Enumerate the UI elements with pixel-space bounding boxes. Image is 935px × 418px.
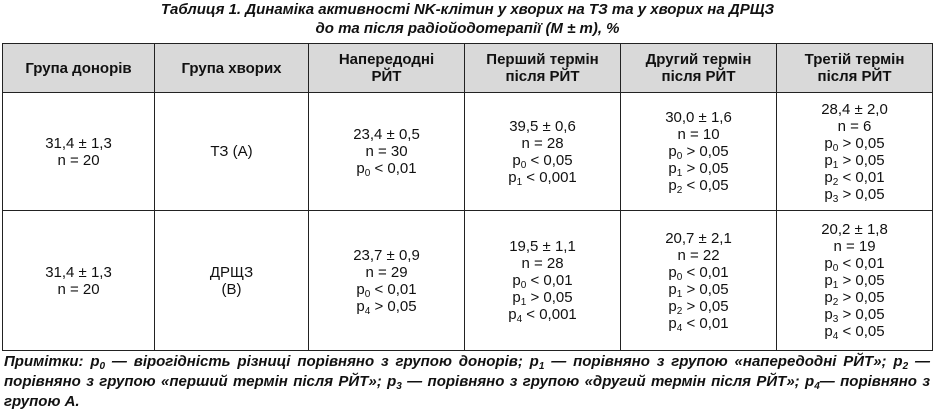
p-value: $p_1 < 0,001$ xyxy=(508,168,577,188)
p-value: $p_2 < 0,05$ xyxy=(668,177,729,196)
p-value: $p_3 > 0,05$ xyxy=(824,306,885,325)
table-row xyxy=(3,211,933,351)
p-value: $p_0 > 0,05$ xyxy=(668,143,729,162)
cell-pre-rit: 23,7 ± 0,9 n = 29 $p_0 < 0,01$ $p_4 > 0,05$ xyxy=(309,211,465,351)
p-value: $p_2 > 0,05$ xyxy=(824,289,885,308)
header-patients: Група хворих xyxy=(155,44,309,93)
p-value: $p_0 < 0,01$ xyxy=(668,263,729,283)
p-value: $p_1 > 0,05$ xyxy=(824,151,885,171)
cell-second-term: 30,0 ± 1,6 n = 10 $p_0 > 0,05$ $p_1 > 0,05$ $p_2 < 0,05$ xyxy=(621,93,777,211)
caption-line-1: Таблиця 1. Динаміка активності NK-клітин у хворих на ТЗ та у хворих на ДРЩЗ xyxy=(160,1,775,18)
p-value: $p_0 < 0,01$ xyxy=(356,280,417,300)
p-value: $p_2 < 0,01$ xyxy=(824,168,885,188)
header-donors: Група донорів xyxy=(3,44,155,93)
notes-lead: Примітки: xyxy=(4,353,91,370)
p-value: $p_4 < 0,01$ xyxy=(668,314,729,334)
cell-group: ТЗ (А) xyxy=(155,93,309,211)
p-value: $p_2 > 0,05$ xyxy=(668,297,729,317)
table-notes: Примітки: $p_0$ — вірогідність різниці порівняно з групою донорів; $p_1$ — порівняно з групою «напередодні РЙТ»; $p_2$ — порівняно з групою «перший термін після РЙТ»; $p_3$ — порівняно з групою «другий термін після РЙТ»; $p_4—$ порівняно з групою А. xyxy=(4,353,930,410)
table-row xyxy=(3,93,933,211)
caption-line-2: до та після радіойодотерапії (M ± m), % xyxy=(315,20,620,37)
cell-donors: 31,4 ± 1,3 n = 20 xyxy=(3,93,155,211)
p-value: $p_0 > 0,05$ xyxy=(824,134,885,154)
cell-pre-rit: 23,4 ± 0,5 n = 30 $p_0 < 0,01$ xyxy=(309,93,465,211)
header-second-term: Другий термін після РЙТ xyxy=(621,44,777,93)
cell-second-term: 20,7 ± 2,1 n = 22 $p_0 < 0,01$ $p_1 > 0,05$ $p_2 > 0,05$ $p_4 < 0,01$ xyxy=(621,211,777,351)
p-value: $p_4 > 0,05$ xyxy=(356,297,417,317)
cell-third-term: 20,2 ± 1,8 n = 19 $p_0 < 0,01$ $p_1 > 0,05$ $p_2 > 0,05$ $p_3 > 0,05$ $p_4 < 0,05$ xyxy=(777,211,933,351)
p-value: $p_0 < 0,01$ xyxy=(356,160,417,179)
p-value: $p_4 < 0,001$ xyxy=(508,306,577,325)
cell-group: ДРЩЗ (В) xyxy=(155,211,309,351)
header-pre-rit: Напередодні РЙТ xyxy=(309,44,465,93)
table-caption xyxy=(0,0,935,38)
p-value: $p_1 > 0,05$ xyxy=(824,272,885,291)
header-first-term: Перший термін після РЙТ xyxy=(465,44,621,93)
p-value: $p_0 < 0,01$ xyxy=(512,272,573,291)
p-value: $p_3 > 0,05$ xyxy=(824,185,885,205)
p-value: $p_4 < 0,05$ xyxy=(824,323,885,342)
p-value: $p_0 < 0,01$ xyxy=(824,255,885,274)
p-value: $p_1 > 0,05$ xyxy=(668,160,729,179)
cell-donors: 31,4 ± 1,3 n = 20 xyxy=(3,211,155,351)
cell-third-term: 28,4 ± 2,0 n = 6 $p_0 > 0,05$ $p_1 > 0,05$ $p_2 < 0,01$ $p_3 > 0,05$ xyxy=(777,93,933,211)
table-header-row xyxy=(3,44,933,93)
nk-activity-table xyxy=(2,43,933,351)
cell-first-term: 39,5 ± 0,6 n = 28 $p_0 < 0,05$ $p_1 < 0,001$ xyxy=(465,93,621,211)
header-third-term: Третій термін після РЙТ xyxy=(777,44,933,93)
p-value: $p_1 > 0,05$ xyxy=(668,280,729,300)
p-value: $p_0 < 0,05$ xyxy=(512,151,573,171)
p-value: $p_1 > 0,05$ xyxy=(512,289,573,308)
cell-first-term: 19,5 ± 1,1 n = 28 $p_0 < 0,01$ $p_1 > 0,05$ $p_4 < 0,001$ xyxy=(465,211,621,351)
